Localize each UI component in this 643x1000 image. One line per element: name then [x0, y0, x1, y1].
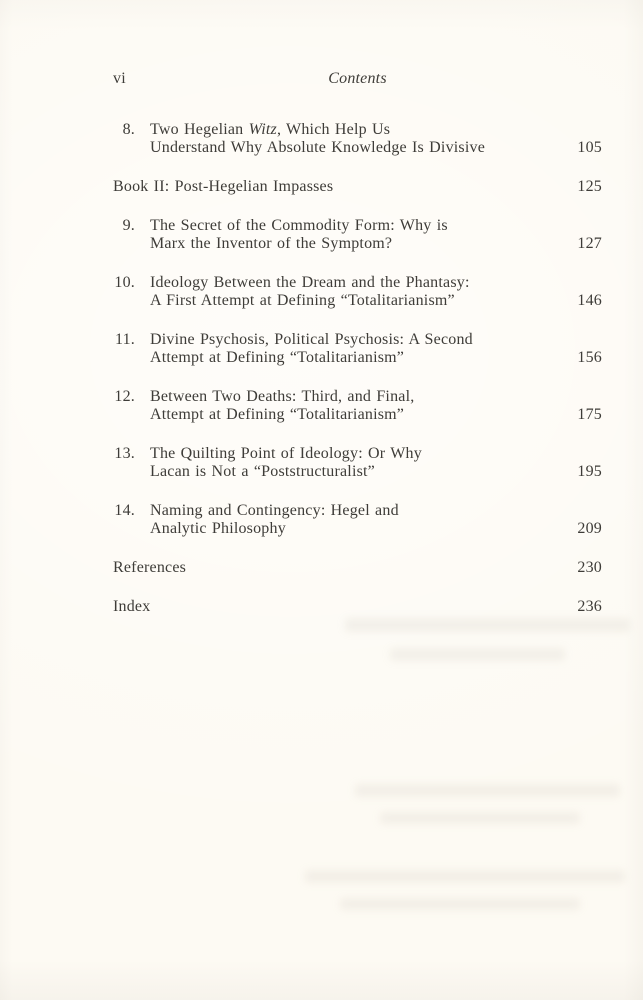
title-segment: Two Hegelian — [150, 121, 249, 138]
toc-entry — [113, 559, 602, 577]
toc-entry — [113, 445, 602, 481]
title-segment-italic: Witz — [248, 121, 277, 138]
toc-entry-title-line — [150, 406, 565, 424]
toc-entry — [113, 217, 602, 253]
toc-entry-page-number: 230 — [577, 559, 602, 576]
bleedthrough-artifact — [340, 898, 580, 910]
toc-entry-title-line — [150, 349, 565, 367]
toc-entry-page-number: 125 — [577, 178, 602, 195]
toc-entry-page-number: 127 — [577, 235, 602, 252]
toc-entry-number: 13. — [114, 445, 135, 462]
toc-entry-title-line — [150, 274, 565, 292]
toc-entry-number: 8. — [122, 121, 135, 138]
toc-entry — [113, 121, 602, 157]
title-segment: The Quilting Point of Ideology: Or Why — [150, 445, 422, 462]
title-segment: The Secret of the Commodity Form: Why is — [150, 217, 448, 234]
running-title: Contents — [328, 70, 387, 87]
toc-entry-title-line — [150, 388, 565, 406]
toc-entry-title — [113, 598, 565, 616]
title-segment: Attempt at Defining “Totalitarianism” — [150, 406, 405, 423]
toc-entry-title — [113, 178, 565, 196]
toc-entry-title-line — [150, 445, 565, 463]
toc-entry — [113, 178, 602, 196]
toc-entry-title-line — [150, 502, 565, 520]
toc-entry-title — [113, 559, 565, 577]
toc-entry-number: 14. — [114, 502, 135, 519]
bleedthrough-artifact — [305, 870, 625, 883]
title-segment: Between Two Deaths: Third, and Final, — [150, 388, 415, 405]
title-segment: Lacan is Not a “Poststructuralist” — [150, 463, 375, 480]
toc-entry-title-line — [150, 121, 565, 139]
toc-entry-title-line — [150, 520, 565, 538]
toc-entry-page-number: 156 — [577, 349, 602, 366]
title-segment: Understand Why Absolute Knowledge Is Divisive — [150, 139, 485, 156]
toc-entry-number: 11. — [114, 331, 135, 348]
table-of-contents — [113, 121, 602, 637]
toc-entry-page-number: 195 — [577, 463, 602, 480]
toc-entry-title-line — [150, 292, 565, 310]
toc-entry-title-line — [113, 598, 565, 616]
title-segment: , Which Help Us — [276, 121, 391, 138]
toc-entry-page-number: 146 — [577, 292, 602, 309]
toc-entry — [113, 502, 602, 538]
toc-entry-page-number: 236 — [577, 598, 602, 615]
title-segment: Naming and Contingency: Hegel and — [150, 502, 399, 519]
toc-entry-title-line — [150, 463, 565, 481]
folio-page-number: vi — [113, 70, 126, 87]
title-segment: References — [113, 559, 187, 576]
toc-entry-title — [150, 331, 565, 367]
toc-entry-title — [150, 274, 565, 310]
page-header — [113, 70, 602, 88]
toc-entry-title-line — [150, 331, 565, 349]
toc-entry-number: 12. — [114, 388, 135, 405]
title-segment: Book II: Post-Hegelian Impasses — [113, 178, 334, 195]
toc-entry-title — [150, 388, 565, 424]
toc-entry-title-line — [113, 559, 565, 577]
title-segment: Marx the Inventor of the Symptom? — [150, 235, 393, 252]
toc-entry-page-number: 209 — [577, 520, 602, 537]
toc-entry-title-line — [113, 178, 565, 196]
toc-entry-title — [150, 502, 565, 538]
toc-entry-number: 10. — [114, 274, 135, 291]
toc-entry — [113, 331, 602, 367]
toc-entry-page-number: 105 — [577, 139, 602, 156]
toc-entry — [113, 598, 602, 616]
title-segment: A First Attempt at Defining “Totalitarianism” — [150, 292, 455, 309]
toc-entry-title — [150, 121, 565, 157]
toc-entry-title — [150, 445, 565, 481]
toc-entry-page-number: 175 — [577, 406, 602, 423]
bleedthrough-artifact — [390, 648, 565, 661]
bleedthrough-artifact — [380, 812, 580, 824]
toc-entry-number: 9. — [122, 217, 135, 234]
title-segment: Ideology Between the Dream and the Phantasy: — [150, 274, 470, 291]
toc-entry-title-line — [150, 235, 565, 253]
title-segment: Analytic Philosophy — [150, 520, 286, 537]
toc-entry-title-line — [150, 217, 565, 235]
title-segment: Divine Psychosis, Political Psychosis: A Second — [150, 331, 473, 348]
bleedthrough-artifact — [355, 784, 620, 797]
title-segment: Index — [113, 598, 151, 615]
toc-entry-title-line — [150, 139, 565, 157]
title-segment: Attempt at Defining “Totalitarianism” — [150, 349, 405, 366]
toc-entry — [113, 388, 602, 424]
toc-entry — [113, 274, 602, 310]
toc-entry-title — [150, 217, 565, 253]
